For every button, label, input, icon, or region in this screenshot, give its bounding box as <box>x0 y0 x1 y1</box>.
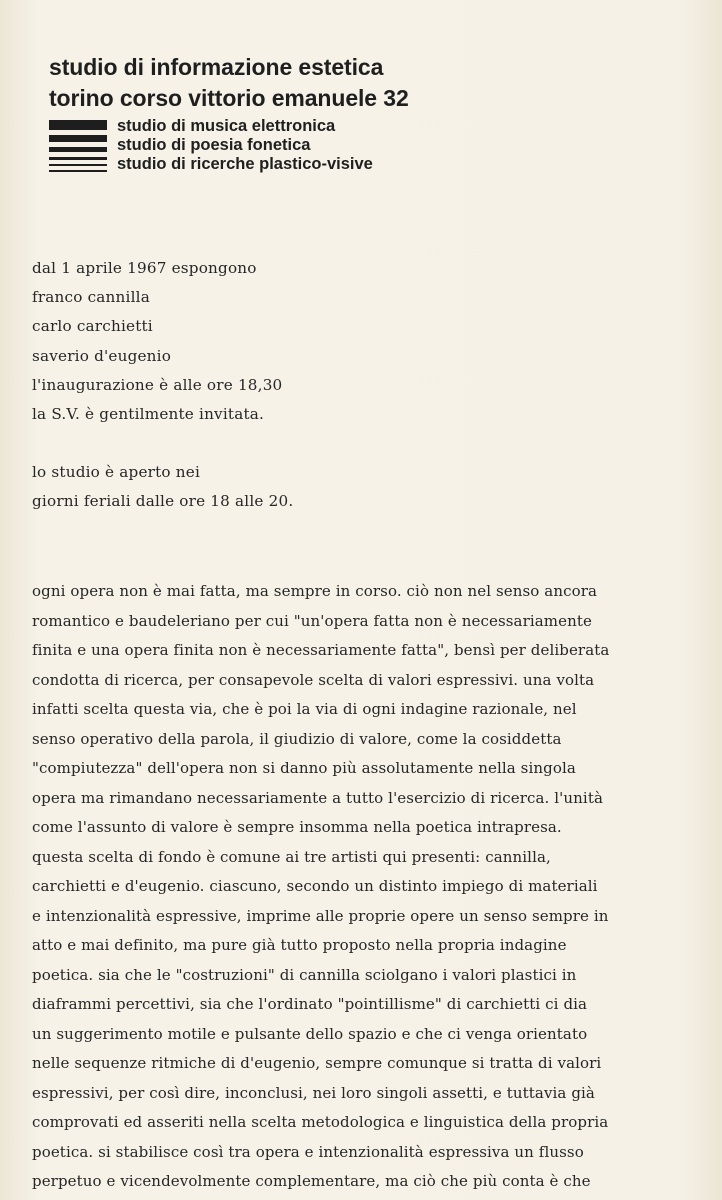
artist-name: carlo carchietti <box>32 317 153 336</box>
hours-line: giorni feriali dalle ore 18 alle 20. <box>32 492 294 511</box>
essay-line: nelle sequenze ritmiche di d'eugenio, sempre comunque si tratta di valori <box>32 1054 602 1072</box>
logo-bar <box>49 164 107 166</box>
essay-line: diaframmi percettivi, sia che l'ordinato "pointillisme" di carchietti ci dia <box>32 995 588 1013</box>
letterhead-title <box>49 52 409 114</box>
essay-line: poetica. sia che le "costruzioni" di cannilla sciolgano i valori plastici in <box>32 965 577 984</box>
essay-line: atto e mai definito, ma pure già tutto proposto nella propria indagine <box>32 936 567 954</box>
essay-line: condotta di ricerca, per consapevole scelta di valori espressivi. una volta <box>32 670 595 689</box>
essay-text <box>32 577 609 1197</box>
essay-line: romantico e baudeleriano per cui "un'opera fatta non è necessariamente <box>32 611 592 630</box>
essay-line: infatti scelta questa via, che è poi la via di ogni indagine razionale, nel <box>32 700 577 718</box>
essay-line: carchietti e d'eugenio. ciascuno, secondo un distinto impiego di materiali <box>32 877 598 895</box>
opening-hours <box>32 458 293 516</box>
studio-item: studio di ricerche plastico-visive <box>117 155 373 173</box>
logo-bar <box>49 147 107 152</box>
hours-line: lo studio è aperto nei <box>32 463 200 481</box>
studio-item: studio di musica elettronica <box>117 117 336 135</box>
logo-bar <box>49 157 107 160</box>
studio-item: studio di poesia fonetica <box>117 136 311 154</box>
opening-time: l'inaugurazione è alle ore 18,30 <box>32 375 283 394</box>
essay-line: "compiutezza" dell'opera non si danno più assolutamente nella singola <box>32 759 576 777</box>
essay-line: come l'assunto di valore è sempre insomma nella poetica intrapresa. <box>32 818 562 836</box>
studios-list <box>117 117 373 174</box>
essay-line: finita e una opera finita non è necessariamente fatta", bensì per deliberata <box>32 641 610 659</box>
logo-bar <box>49 120 107 130</box>
studio-name: studio di informazione estetica <box>49 54 384 80</box>
essay-line: e intenzionalità espressive, imprime alle proprie opere un senso sempre in <box>32 906 609 925</box>
invitation-line: la S.V. è gentilmente invitata. <box>32 405 265 424</box>
essay-line: poetica. si stabilisce così tra opera e intenzionalità espressiva un flusso <box>32 1142 584 1161</box>
studio-address: torino corso vittorio emanuele 32 <box>49 85 409 111</box>
essay-line: comprovati ed asseriti nella scelta metodologica e linguistica della propria <box>32 1113 609 1131</box>
invitation-block <box>32 254 282 429</box>
logo-bar <box>49 170 107 172</box>
essay-line: perpetuo e vicendevolmente complementare, ma ciò che più conta è che <box>32 1172 591 1190</box>
essay-line: espressivi, per così dire, inconclusi, nei loro singoli assetti, e tuttavia già <box>32 1083 595 1102</box>
logo-bar <box>49 135 107 142</box>
exhibition-date: dal 1 aprile 1967 espongono <box>32 259 257 277</box>
artist-name: franco cannilla <box>32 288 150 307</box>
essay-line: questa scelta di fondo è comune ai tre artisti qui presenti: cannilla, <box>32 847 551 866</box>
essay-line: ogni opera non è mai fatta, ma sempre in corso. ciò non nel senso ancora <box>32 582 598 600</box>
essay-line: un suggerimento motile e pulsante dello spazio e che ci venga orientato <box>32 1024 588 1043</box>
essay-line: opera ma rimandano necessariamente a tutto l'esercizio di ricerca. l'unità <box>32 788 603 807</box>
essay-line: senso operativo della parola, il giudizio di valore, come la cosiddetta <box>32 729 562 748</box>
artist-name: saverio d'eugenio <box>32 346 172 365</box>
